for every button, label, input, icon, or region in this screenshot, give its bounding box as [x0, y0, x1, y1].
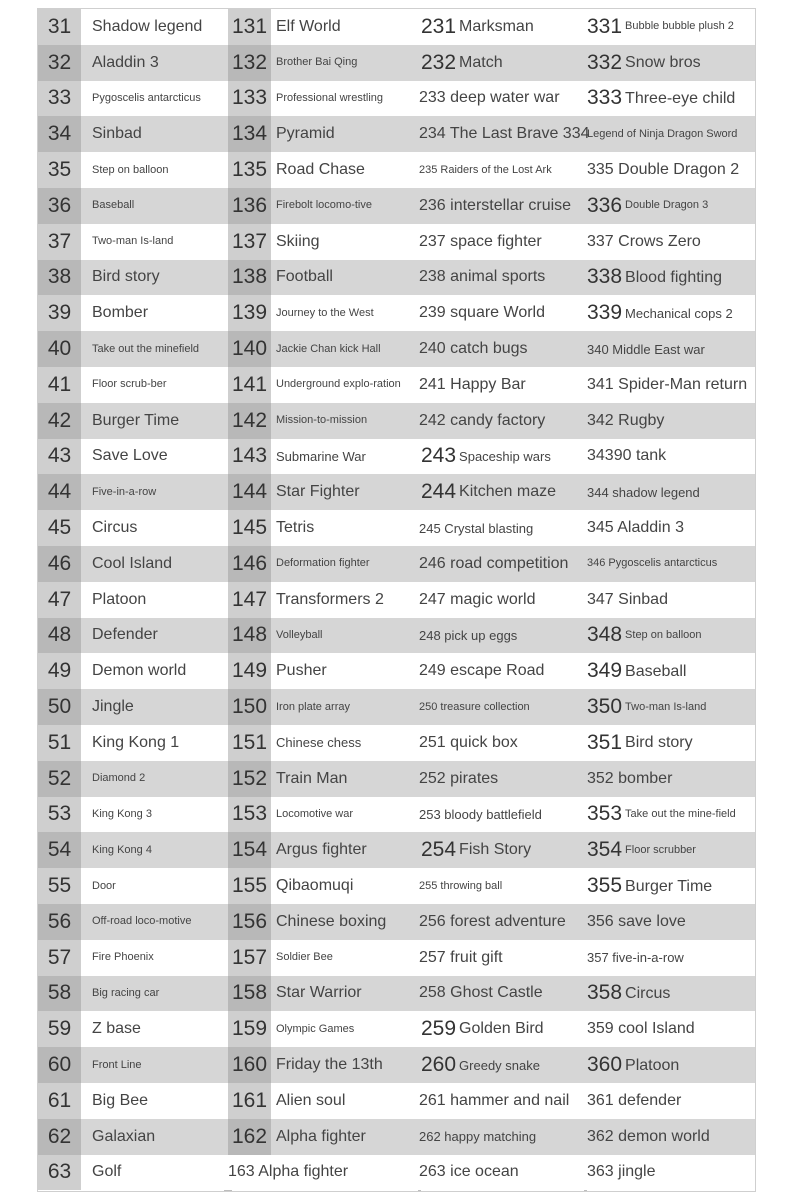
game-number: 63	[38, 1155, 81, 1191]
game-title: Pyramid	[276, 125, 335, 143]
game-title: 250 treasure collection	[419, 700, 530, 713]
list-row	[38, 832, 755, 868]
game-title: Iron plate array	[276, 700, 350, 713]
game-entry	[587, 260, 753, 296]
game-title: Platoon	[625, 1056, 680, 1074]
game-title: Alpha fighter	[276, 1127, 366, 1145]
game-number: 48	[38, 618, 81, 654]
game-number: 41	[38, 367, 81, 403]
game-title: 233 deep water war	[419, 89, 560, 107]
game-title: Chinese chess	[276, 735, 362, 751]
game-title: Transformers 2	[276, 590, 384, 608]
game-title: King Kong 1	[92, 733, 180, 751]
game-number: 39	[38, 295, 81, 331]
game-number: 138	[228, 260, 271, 296]
game-title: Big Bee	[92, 1091, 149, 1109]
game-number: 159	[228, 1011, 271, 1047]
game-title: Aladdin 3	[92, 53, 159, 71]
game-title: Fish Story	[459, 841, 532, 859]
game-title: 362 demon world	[587, 1127, 710, 1145]
game-entry	[587, 1047, 753, 1083]
game-entry	[587, 295, 753, 331]
game-title: Two-man Is-land	[92, 235, 174, 248]
game-number: 161	[228, 1083, 271, 1119]
game-number: 52	[38, 761, 81, 797]
game-title: Pygoscelis antarcticus	[92, 91, 201, 104]
game-title: 236 interstellar cruise	[419, 196, 572, 214]
game-title: 359 cool Island	[587, 1020, 695, 1038]
game-number: 157	[228, 940, 271, 976]
game-title: 246 road competition	[419, 554, 569, 572]
game-title: Take out the minefield	[92, 342, 200, 355]
game-title: Qibaomuqi	[276, 877, 354, 895]
game-entry	[421, 1047, 581, 1083]
game-title: 342 Rugby	[587, 411, 665, 429]
game-title: Bubble bubble plush 2	[625, 20, 734, 33]
game-entry	[587, 868, 753, 904]
game-title: Deformation fighter	[276, 557, 370, 570]
game-title: Floor scrubber	[625, 843, 696, 856]
game-number: 46	[38, 546, 81, 582]
game-title: 258 Ghost Castle	[419, 984, 543, 1002]
list-row	[38, 1011, 755, 1047]
game-number: 350	[587, 695, 623, 719]
game-title: Star Warrior	[276, 984, 362, 1002]
game-title: 247 magic world	[419, 590, 536, 608]
game-title: Legend of Ninja Dragon Sword	[587, 127, 738, 140]
game-title: Three-eye child	[625, 89, 736, 107]
game-title: 238 animal sports	[419, 268, 546, 286]
game-title: 262 happy matching	[419, 1129, 537, 1145]
game-number: 355	[587, 874, 623, 898]
game-title: Snow bros	[625, 54, 701, 72]
game-number: 49	[38, 653, 81, 689]
game-title: 255 throwing ball	[419, 879, 503, 892]
game-title: 356 save love	[587, 912, 686, 930]
game-entry	[587, 689, 753, 725]
list-row	[38, 976, 755, 1012]
game-title: 357 five-in-a-row	[587, 950, 684, 966]
game-number: 144	[228, 474, 271, 510]
game-number: 38	[38, 260, 81, 296]
game-title: Friday the 13th	[276, 1056, 383, 1074]
game-title: 341 Spider-Man return	[587, 375, 748, 393]
game-number: 151	[228, 725, 271, 761]
game-entry	[587, 618, 753, 654]
game-title: Kitchen maze	[459, 483, 556, 501]
game-title: 235 Raiders of the Lost Ark	[419, 163, 552, 176]
game-title: 257 fruit gift	[419, 948, 503, 966]
game-title: Step on balloon	[625, 628, 702, 641]
game-title: 240 catch bugs	[419, 340, 528, 358]
game-title: Elf World	[276, 17, 341, 35]
game-number: 339	[587, 301, 623, 325]
game-number: 139	[228, 295, 271, 331]
game-number: 35	[38, 152, 81, 188]
game-entry	[421, 439, 581, 475]
game-title: Door	[92, 879, 116, 892]
game-title: Galaxian	[92, 1127, 156, 1145]
game-entry	[587, 832, 753, 868]
game-number: 147	[228, 582, 271, 618]
game-title: Sinbad	[92, 125, 142, 143]
game-title: 242 candy factory	[419, 411, 546, 429]
game-number: 244	[421, 480, 457, 504]
list-row	[38, 403, 755, 439]
game-title: 241 Happy Bar	[419, 375, 526, 393]
game-title: Demon world	[92, 662, 187, 680]
game-title: Circus	[625, 984, 671, 1002]
list-row	[38, 1083, 755, 1119]
game-title: Step on balloon	[92, 163, 169, 176]
game-number: 260	[421, 1053, 457, 1077]
game-number: 55	[38, 868, 81, 904]
list-row	[38, 331, 755, 367]
game-title: Olympic Games	[276, 1022, 355, 1035]
game-title: 335 Double Dragon 2	[587, 161, 740, 179]
game-title: 263 ice ocean	[419, 1163, 519, 1181]
game-title: Save Love	[92, 447, 168, 465]
game-number: 360	[587, 1053, 623, 1077]
game-number: 141	[228, 367, 271, 403]
list-row	[38, 367, 755, 403]
game-number: 50	[38, 689, 81, 725]
game-title: 239 square World	[419, 304, 545, 322]
game-number: 36	[38, 188, 81, 224]
game-title: Cool Island	[92, 554, 173, 572]
game-number: 354	[587, 838, 623, 862]
list-row	[38, 45, 755, 81]
game-title: Floor scrub-ber	[92, 378, 167, 391]
game-title: 234 The Last Brave 334	[419, 125, 590, 143]
list-row	[38, 81, 755, 117]
game-number: 160	[228, 1047, 271, 1083]
game-entry	[421, 1011, 581, 1047]
game-title: Z base	[92, 1020, 141, 1038]
game-number: 136	[228, 188, 271, 224]
game-number: 60	[38, 1047, 81, 1083]
game-number: 332	[587, 50, 623, 74]
game-number: 348	[587, 623, 623, 647]
game-number: 152	[228, 761, 271, 797]
list-row	[38, 653, 755, 689]
game-entry	[421, 474, 581, 510]
game-number: 331	[587, 14, 623, 38]
list-row	[38, 546, 755, 582]
game-number: 40	[38, 331, 81, 367]
game-title: 340 Middle East war	[587, 341, 705, 357]
game-title: 337 Crows Zero	[587, 232, 701, 250]
game-title: Match	[459, 53, 503, 71]
game-number: 43	[38, 439, 81, 475]
game-number: 34	[38, 116, 81, 152]
game-title: 363 jingle	[587, 1163, 656, 1181]
game-number: 338	[587, 265, 623, 289]
game-number: 336	[587, 193, 623, 217]
game-title: Five-in-a-row	[92, 485, 157, 498]
game-title: Burger Time	[92, 411, 180, 429]
game-title: Diamond 2	[92, 772, 146, 785]
game-title: Mission-to-mission	[276, 414, 368, 427]
game-title: 251 quick box	[419, 733, 518, 751]
game-title: Bird story	[92, 268, 160, 286]
game-number: 155	[228, 868, 271, 904]
list-row	[38, 439, 755, 475]
list-row	[38, 1047, 755, 1083]
game-title: Double Dragon 3	[625, 199, 709, 212]
game-title: Mechanical cops 2	[625, 305, 733, 321]
game-title: Professional wrestling	[276, 91, 383, 104]
game-title: 347 Sinbad	[587, 590, 668, 608]
game-number: 42	[38, 403, 81, 439]
game-title: Bomber	[92, 304, 149, 322]
game-title: Platoon	[92, 590, 147, 608]
game-title: Bird story	[625, 734, 693, 752]
game-title: 261 hammer and nail	[419, 1091, 570, 1109]
game-title: Circus	[92, 519, 138, 537]
game-number: 142	[228, 403, 271, 439]
game-title: Brother Bai Qing	[276, 56, 358, 69]
game-title: Blood fighting	[625, 268, 723, 286]
game-title: 346 Pygoscelis antarcticus	[587, 557, 718, 570]
game-number: 143	[228, 439, 271, 475]
list-row	[38, 188, 755, 224]
game-number: 61	[38, 1083, 81, 1119]
game-title: Front Line	[92, 1058, 142, 1071]
game-title: Big racing car	[92, 986, 160, 999]
game-title: Burger Time	[625, 877, 713, 895]
game-number: 137	[228, 224, 271, 260]
game-number: 132	[228, 45, 271, 81]
game-number: 62	[38, 1119, 81, 1155]
list-row	[38, 510, 755, 546]
game-title: 256 forest adventure	[419, 912, 566, 930]
game-number: 57	[38, 940, 81, 976]
game-number: 349	[587, 659, 623, 683]
game-number: 351	[587, 730, 623, 754]
game-number: 31	[38, 9, 81, 45]
game-title: Two-man Is-land	[625, 700, 707, 713]
game-number: 45	[38, 510, 81, 546]
list-row	[38, 725, 755, 761]
game-number: 232	[421, 50, 457, 74]
game-title: Football	[276, 268, 333, 286]
game-number: 37	[38, 224, 81, 260]
game-title: Pusher	[276, 662, 327, 680]
game-entry	[421, 45, 581, 81]
list-row	[38, 689, 755, 725]
game-title: Chinese boxing	[276, 912, 387, 930]
game-title: Underground explo-ration	[276, 378, 401, 391]
game-entry	[587, 45, 753, 81]
game-title: Train Man	[276, 769, 348, 787]
game-title: Soldier Bee	[276, 951, 333, 964]
game-title: Shadow legend	[92, 17, 203, 35]
game-title: Marksman	[459, 17, 534, 35]
game-number: 254	[421, 838, 457, 862]
game-number: 153	[228, 797, 271, 833]
game-title: 248 pick up eggs	[419, 627, 518, 643]
game-number: 145	[228, 510, 271, 546]
game-title: Off-road loco-motive	[92, 915, 192, 928]
game-entry	[587, 653, 753, 689]
game-number: 146	[228, 546, 271, 582]
game-title: 34390 tank	[587, 447, 667, 465]
game-number: 140	[228, 331, 271, 367]
game-title: Baseball	[625, 662, 687, 680]
game-list-sheet	[37, 8, 756, 1192]
game-title: Star Fighter	[276, 483, 360, 501]
game-number: 259	[421, 1017, 457, 1041]
game-title: 249 escape Road	[419, 662, 545, 680]
game-entry	[587, 81, 753, 117]
game-number: 33	[38, 81, 81, 117]
game-title: 245 Crystal blasting	[419, 520, 534, 536]
game-number: 44	[38, 474, 81, 510]
list-row	[38, 797, 755, 833]
list-row	[38, 904, 755, 940]
game-title: 252 pirates	[419, 769, 499, 787]
game-number: 158	[228, 976, 271, 1012]
game-number: 59	[38, 1011, 81, 1047]
game-title: Take out the mine-field	[625, 807, 736, 820]
game-title: 253 bloody battlefield	[419, 806, 542, 822]
list-row	[38, 224, 755, 260]
game-number: 358	[587, 981, 623, 1005]
game-number: 231	[421, 14, 457, 38]
game-number: 149	[228, 653, 271, 689]
game-title: Golden Bird	[459, 1020, 544, 1038]
game-title: Fire Phoenix	[92, 951, 154, 964]
game-title: Journey to the West	[276, 306, 374, 319]
game-entry	[421, 9, 581, 45]
game-title: 237 space fighter	[419, 232, 542, 250]
game-title: 345 Aladdin 3	[587, 519, 684, 537]
game-title: 344 shadow legend	[587, 484, 700, 500]
game-title: Skiing	[276, 232, 320, 250]
game-number: 148	[228, 618, 271, 654]
list-row	[38, 582, 755, 618]
list-row	[38, 940, 755, 976]
game-title: Tetris	[276, 519, 315, 537]
game-number: 134	[228, 116, 271, 152]
game-title: Submarine War	[276, 448, 366, 464]
game-number: 32	[38, 45, 81, 81]
list-row	[38, 9, 755, 45]
game-title: Jackie Chan kick Hall	[276, 342, 381, 355]
game-title: Greedy snake	[459, 1057, 540, 1073]
list-row	[38, 116, 755, 152]
game-number: 135	[228, 152, 271, 188]
game-title: Baseball	[92, 199, 135, 212]
game-entry	[587, 797, 753, 833]
list-row	[38, 618, 755, 654]
game-entry	[587, 976, 753, 1012]
list-row	[38, 474, 755, 510]
list-row	[38, 1155, 755, 1191]
game-number: 47	[38, 582, 81, 618]
game-title: Argus fighter	[276, 841, 367, 859]
game-title: Locomotive war	[276, 807, 354, 820]
game-entry	[587, 9, 753, 45]
game-number: 162	[228, 1119, 271, 1155]
list-row	[38, 1119, 755, 1155]
game-number: 56	[38, 904, 81, 940]
game-number: 156	[228, 904, 271, 940]
game-title: 352 bomber	[587, 769, 673, 787]
list-row	[38, 260, 755, 296]
game-title: Spaceship wars	[459, 448, 551, 464]
game-number: 54	[38, 832, 81, 868]
game-number: 333	[587, 86, 623, 110]
game-number: 150	[228, 689, 271, 725]
game-number: 58	[38, 976, 81, 1012]
game-title: Firebolt locomo-tive	[276, 199, 372, 212]
list-row	[38, 868, 755, 904]
game-number: 353	[587, 802, 623, 826]
list-row	[38, 152, 755, 188]
game-title: Alien soul	[276, 1091, 346, 1109]
game-title: Golf	[92, 1163, 122, 1181]
list-row	[38, 761, 755, 797]
game-title: Volleyball	[276, 628, 323, 641]
game-title: Defender	[92, 626, 158, 644]
game-number: 131	[228, 9, 271, 45]
game-title: King Kong 4	[92, 843, 152, 856]
game-number: 51	[38, 725, 81, 761]
game-title: Road Chase	[276, 161, 365, 179]
game-entry	[587, 725, 753, 761]
game-title: King Kong 3	[92, 807, 152, 820]
game-title: Jingle	[92, 698, 134, 716]
game-number: 154	[228, 832, 271, 868]
game-entry	[421, 832, 581, 868]
game-title: 361 defender	[587, 1091, 682, 1109]
game-number: 243	[421, 444, 457, 468]
game-number: 53	[38, 797, 81, 833]
game-number: 133	[228, 81, 271, 117]
game-title: 163 Alpha fighter	[228, 1163, 349, 1181]
game-entry	[587, 188, 753, 224]
list-row	[38, 295, 755, 331]
